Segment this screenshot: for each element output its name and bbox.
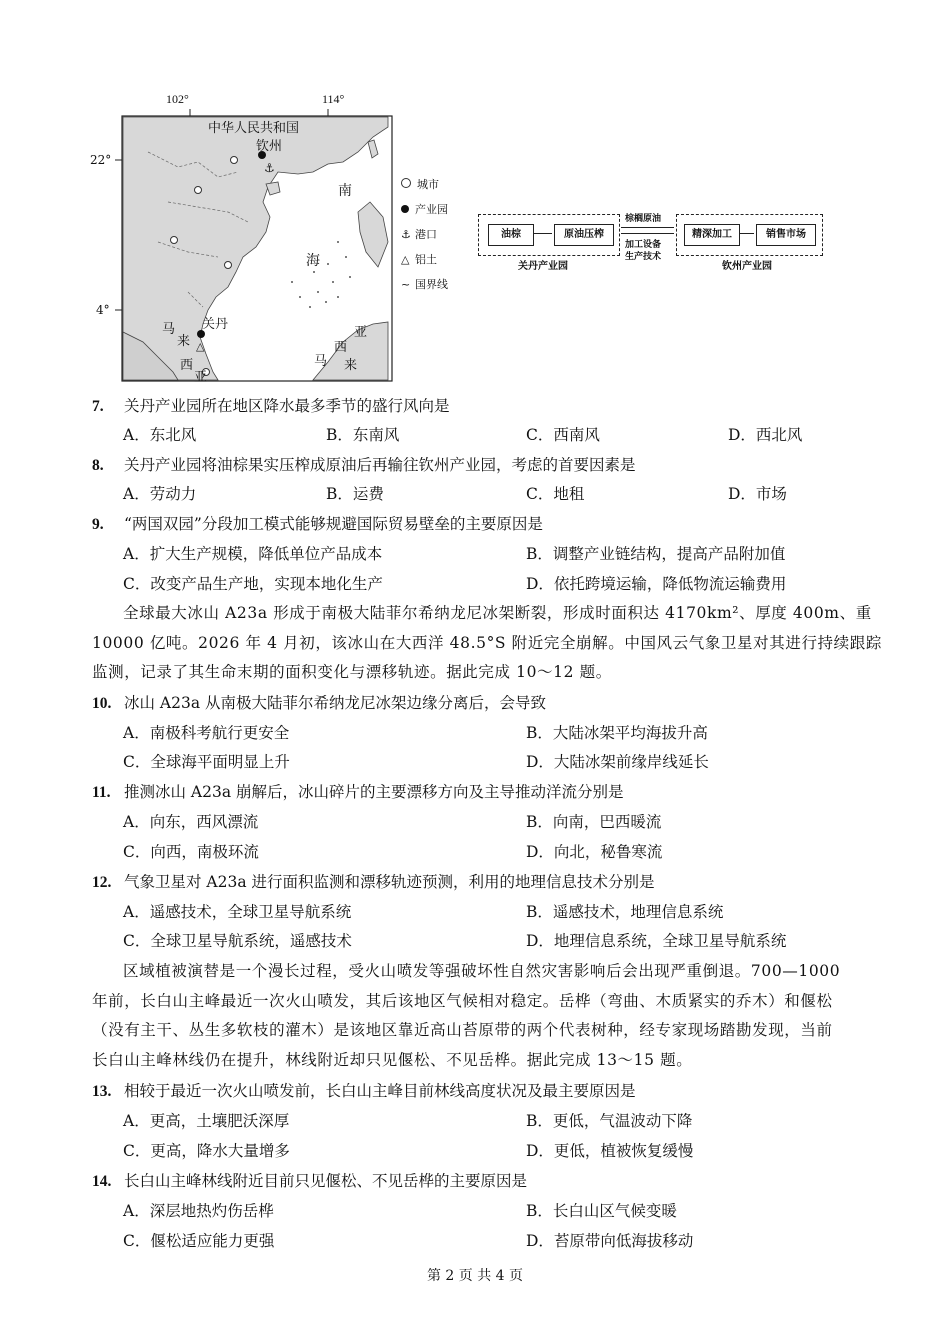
- q13-option-c: C．更高，降水大量增多: [123, 1142, 290, 1160]
- question-13: 13. 相较于最近一次火山喷发前，长白山主峰目前林线高度状况及最主要原因是: [92, 1082, 636, 1100]
- q12-option-d: D．地理信息系统，全球卫星导航系统: [526, 932, 787, 950]
- legend-park: 产业园: [401, 197, 448, 222]
- q14-option-b: B．长白山区气候变暖: [526, 1202, 677, 1220]
- malay-right-2: 西: [334, 340, 348, 355]
- question-14: 14. 长白山主峰林线附近目前只见偃松、不见岳桦的主要原因是: [92, 1172, 528, 1190]
- q10-option-c: C．全球海平面明显上升: [123, 753, 290, 771]
- q7-option-a: A．东北风: [123, 426, 197, 444]
- q13-option-d: D．更低，植被恢复缓慢: [526, 1142, 694, 1160]
- q13-option-b: B．更低，气温波动下降: [526, 1112, 693, 1130]
- q8-option-c: C．地租: [526, 485, 585, 503]
- map-figure: [88, 92, 468, 392]
- question-11: 11. 推测冰山 A23a 崩解后，冰山碎片的主要漂移方向及主导推动洋流分别是: [92, 783, 624, 801]
- q11-option-c: C．向西，南极环流: [123, 843, 259, 861]
- passage-changbai-line-2: 年前，长白山主峰最近一次火山喷发，其后该地区气候相对稳定。岳桦（弯曲、木质紧实的乔木）和偃松: [92, 991, 833, 1010]
- passage-iceberg-line-1: 全球最大冰山 A23a 形成于南极大陆菲尔希纳龙尼冰架断裂，形成时面积达 4170km²、厚度 400m、重: [123, 604, 872, 622]
- question-12: 12. 气象卫星对 A23a 进行面积监测和漂移轨迹预测，利用的地理信息技术分别是: [92, 873, 655, 891]
- lon-label-114: 114°: [322, 92, 345, 106]
- malay-left-2: 来: [177, 334, 191, 349]
- q11-option-a: A．向东，西风漂流: [123, 813, 259, 831]
- q12-option-b: B．遥感技术，地理信息系统: [526, 903, 724, 921]
- passage-iceberg-line-2: 10000 亿吨。2026 年 4 月初，该冰山在大西洋 48.5°S 附近完全崩解。中国风云气象卫星对其进行持续跟踪: [92, 633, 882, 652]
- flow-diagram: [478, 207, 824, 277]
- q10-option-d: D．大陆冰架前缘岸线延长: [526, 753, 709, 771]
- malay-left-4: 亚: [194, 370, 208, 385]
- q8-option-d: D．市场: [728, 485, 787, 503]
- legend-city: 城市: [401, 172, 448, 197]
- q8-option-a: A．劳动力: [123, 485, 197, 503]
- map-legend: [401, 172, 448, 297]
- q8-option-b: B．运费: [326, 485, 384, 503]
- question-8: 8. 关丹产业园将油棕果实压榨成原油后再输往钦州产业园，考虑的首要因素是: [92, 456, 636, 474]
- q9-option-c: C．改变产品生产地，实现本地化生产: [123, 575, 383, 593]
- q7-option-d: D．西北风: [728, 426, 803, 444]
- q14-option-d: D．苔原带向低海拔移动: [526, 1232, 694, 1250]
- q9-option-d: D．依托跨境运输，降低物流运输费用: [526, 575, 787, 593]
- malay-right-3: 马: [314, 354, 328, 369]
- q7-option-c: C．西南风: [526, 426, 600, 444]
- south-sea-label-1: 南: [338, 183, 352, 199]
- border-line-icon: ~: [401, 278, 411, 291]
- q9-option-a: A．扩大生产规模，降低单位产品成本: [123, 545, 383, 563]
- anchor-icon: ⚓: [401, 228, 411, 241]
- left-park-label: 关丹产业园: [518, 261, 568, 272]
- q12-option-c: C．全球卫星导航系统，遥感技术: [123, 932, 352, 950]
- oil-palm-box: 油棕: [488, 224, 534, 246]
- arrow-left: [621, 233, 674, 234]
- city-icon: [401, 178, 411, 188]
- question-7: 7. 关丹产业园所在地区降水最多季节的盛行风向是: [92, 397, 450, 415]
- q10-option-a: A．南极科考航行更安全: [123, 724, 290, 742]
- q11-option-b: B．向南，巴西暖流: [526, 813, 662, 831]
- legend-border: ~ 国界线: [401, 272, 448, 297]
- passage-changbai-line-3: （没有主干、丛生多软枝的灌木）是该地区靠近高山苔原带的两个代表树种，经专家现场踏勘发现，当前: [92, 1021, 833, 1039]
- passage-iceberg: [92, 599, 882, 688]
- passage-changbai-line-4: 长白山主峰林线仍在提升，林线附近却只见偃松、不见岳桦。据此完成 13～15 题。: [92, 1050, 693, 1069]
- q11-option-d: D．向北，秘鲁寒流: [526, 843, 663, 861]
- market-box: 销售市场: [756, 224, 816, 246]
- question-10: 10. 冰山 A23a 从南极大陆菲尔希纳龙尼冰架边缘分离后，会导致: [92, 694, 547, 712]
- q14-option-a: A．深层地热灼伤岳桦: [123, 1202, 274, 1220]
- passage-changbai-line-1: 区域植被演替是一个漫长过程，受火山喷发等强破坏性自然灾害影响后会出现严重倒退。700—1000: [123, 962, 841, 980]
- triangle-icon: △: [401, 253, 410, 266]
- lat-label-22: 22°: [90, 153, 112, 167]
- lon-label-102: 102°: [166, 92, 189, 106]
- arrow-top-label: 棕榈原油: [625, 214, 662, 224]
- malay-right-4: 来: [344, 358, 358, 373]
- q10-option-b: B．大陆冰架平均海拔升高: [526, 724, 708, 742]
- qinzhou-label: 钦州: [256, 139, 283, 154]
- q9-option-b: B．调整产业链结构，提高产品附加值: [526, 545, 786, 563]
- bauxite-icon: △: [196, 340, 205, 353]
- south-sea-label-2: 海: [306, 253, 320, 269]
- passage-iceberg-line-3: 监测，记录了其生命末期的面积变化与漂移轨迹。据此完成 10～12 题。: [92, 663, 612, 681]
- arrow-bottom-label-1: 加工设备: [625, 240, 662, 250]
- legend-bauxite: △ 铝土: [401, 247, 448, 272]
- guandan-label: 关丹: [202, 317, 229, 332]
- q13-option-a: A．更高，土壤肥沃深厚: [123, 1112, 290, 1130]
- china-label: 中华人民共和国: [208, 121, 300, 136]
- park-icon: [401, 205, 409, 213]
- passage-changbai: [92, 957, 864, 1075]
- right-park-label: 钦州产业园: [722, 261, 772, 272]
- arrow-left-internal: [534, 233, 552, 234]
- q14-option-c: C．偃松适应能力更强: [123, 1232, 275, 1250]
- legend-port: ⚓ 港口: [401, 222, 448, 247]
- malay-right-1: 亚: [354, 325, 368, 340]
- q7-option-b: B．东南风: [326, 426, 400, 444]
- q12-option-a: A．遥感技术，全球卫星导航系统: [123, 903, 352, 921]
- malay-left-3: 西: [180, 358, 194, 373]
- malay-left-1: 马: [162, 322, 176, 337]
- arrow-bottom-label-2: 生产技术: [625, 252, 662, 262]
- page-footer: 第 2 页 共 4 页: [426, 1268, 524, 1284]
- arrow-right: [621, 227, 674, 228]
- arrow-right-internal: [740, 233, 754, 234]
- port-icon: ⚓: [264, 161, 275, 175]
- press-box: 原油压榨: [554, 224, 614, 246]
- lat-label-4: 4°: [96, 303, 110, 317]
- processing-box: 精深加工: [684, 224, 740, 246]
- question-9: 9. “两国双园”分段加工模式能够规避国际贸易壁垒的主要原因是: [92, 515, 543, 533]
